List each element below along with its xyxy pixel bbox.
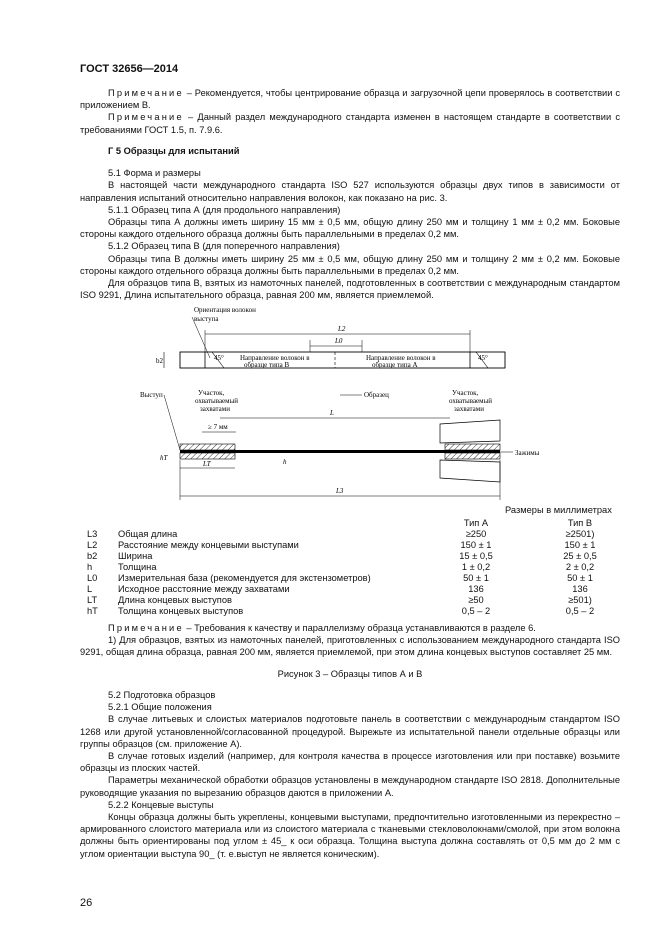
section-5-2: [80, 689, 620, 860]
paragraph: 5.2.1 Общие положения: [108, 702, 212, 713]
cell-name: Толщина концевых выступов: [118, 606, 244, 616]
cell-name: Расстояние между концевыми выступами: [118, 540, 299, 550]
figure-notes: [80, 622, 620, 659]
dim-min7-label: ≥ 7 мм: [208, 423, 228, 431]
cell-a: ≥250: [465, 529, 487, 539]
table-header: [80, 517, 620, 528]
table-row: [80, 550, 620, 561]
cell-b: 50 ± 1: [567, 573, 593, 583]
note-1: [80, 87, 620, 111]
table-row: [80, 605, 620, 616]
paragraph: 5.2.2 Концевые выступы: [108, 799, 214, 810]
section-g5: [80, 145, 620, 301]
fiber-direction-a-label: образце типа А: [372, 361, 418, 369]
section-title: Г 5 Образцы для испытаний: [108, 146, 240, 156]
paragraph: 5.1.1 Образец типа А (для продольного направления): [108, 204, 341, 215]
cell-a: ≥50: [468, 595, 484, 605]
paragraph: 5.1 Форма и размеры: [108, 168, 201, 179]
specimen-label: Образец: [364, 391, 389, 399]
specimen-top-view: [180, 352, 505, 368]
fiber-direction-b-label: Направление волокон в: [240, 354, 310, 362]
table-row: [80, 561, 620, 572]
paragraph: 5.1.2 Образец типа В (для поперечного направления): [108, 241, 340, 252]
cell-name: Исходное расстояние между захватами: [118, 584, 290, 594]
paragraph: В случае литьевых и слоистых материалов подготовьте панель в соответствии с международным стандартом ISO 1268 или другой установленной/согласованной процедурой. Вырежьте из испытательной панели отдельные образцы или группы образцов (см. приложение А).: [80, 714, 620, 749]
dim-L0-label: L0: [335, 337, 343, 345]
cell-name: Измерительная база (рекомендуется для экстензометров): [118, 573, 371, 583]
note-label: Примечание: [108, 88, 184, 98]
cell-name: Длина концевых выступов: [118, 595, 232, 605]
paragraph: 5.2 Подготовка образцов: [108, 690, 216, 700]
grip-area-label: Участок,: [198, 389, 225, 397]
cell-name: Общая длина: [118, 529, 178, 539]
paragraph: Параметры механической обработки образцов установлены в международном стандарте ISO 2818. Дополнительные руководящие указания по вырезанию образцов даются в приложении А.: [80, 775, 620, 798]
fiber-orientation-label: выступа: [194, 315, 219, 323]
fiber-direction-b-label: образце типа В: [244, 361, 290, 369]
tab-left-top: [180, 444, 235, 450]
wedges-label: Зажимы: [515, 449, 540, 457]
wedge-bottom: [440, 460, 500, 482]
cell-sym: b2: [87, 551, 98, 561]
note-2: [80, 111, 620, 135]
grip-area-label: охватываемый: [449, 397, 493, 405]
cell-sym: LT: [87, 595, 98, 605]
cell-name: Толщина: [118, 562, 157, 572]
leader-line: [164, 395, 180, 450]
tab-label: Выступ: [140, 391, 163, 399]
paragraph: Образцы типа В должны иметь ширину 25 мм ± 0,5 мм, общую длину 250 мм и толщину 2 мм ± 0,2 мм. Боковые стороны каждого отдельного образца должны быть параллельными в пределах 0,2 мм.: [80, 253, 620, 276]
cell-b: 25 ± 0,5: [563, 551, 597, 561]
cell-b: ≥501): [568, 595, 592, 605]
cell-a: 136: [468, 584, 484, 594]
figure-caption: Рисунок 3 – Образцы типов А и В: [277, 669, 423, 679]
grip-area-label: захватами: [454, 405, 484, 413]
cell-a: 50 ± 1: [463, 573, 489, 583]
table-row: [80, 594, 620, 605]
specimen-side-view: [180, 450, 500, 453]
dim-L2-label: L2: [338, 325, 346, 333]
wedge-top: [440, 420, 500, 443]
notes-top: [80, 87, 620, 136]
cell-b: 136: [572, 584, 588, 594]
cell-sym: L0: [87, 573, 98, 583]
cell-b: 150 ± 1: [564, 540, 596, 550]
page-number: 26: [80, 897, 93, 909]
cell-sym: h: [87, 562, 93, 572]
tab-right-bottom: [445, 453, 500, 459]
cell-a: 0,5 – 2: [461, 606, 491, 616]
table-row: [80, 539, 620, 550]
document-code: ГОСТ 32656—2014: [80, 63, 179, 75]
table-row: [80, 583, 620, 594]
specimen-figure: [140, 300, 560, 505]
cell-sym: L2: [87, 540, 98, 550]
paragraph: Образцы типа А должны иметь ширину 15 мм ± 0,5 мм, общую длину 250 мм и толщину 1 мм ± 0,2 мм. Боковые стороны каждого отдельного образца должны быть параллельными в пределах 0,2 мм.: [80, 217, 620, 240]
cell-name: Ширина: [118, 551, 153, 561]
cell-sym: L3: [87, 529, 98, 539]
note-text: – Данный раздел международного стандарта изменен в настоящем стандарте в соответствии с требованиями ГОСТ 1.5, п. 7.9.6.: [80, 112, 620, 135]
figure-note: [80, 622, 620, 634]
dim-L3-label: L3: [336, 487, 344, 495]
cell-a: 1 ± 0,2: [461, 562, 491, 572]
tab-right-top: [445, 444, 500, 450]
cell-sym: hT: [87, 606, 98, 616]
header-type-b: Тип В: [567, 518, 593, 528]
paragraph: В случае готовых изделий (например, для контроля качества в процессе изготовления или при поставке) возьмите образцы из плоских частей.: [80, 751, 620, 774]
dim-h-label: h: [283, 458, 287, 466]
table-row: [80, 528, 620, 539]
grip-area-label: Участок,: [452, 389, 479, 397]
figure-footnote: 1) Для образцов, взятых из намоточных панелей, приготовленных с использованием международного стандарта ISO 9291, общая длина образца, равная 200 мм, является приемлемой, при этом длина концевых выступов составляет 25 мм.: [80, 635, 620, 658]
note-text: – Требования к качеству и параллелизму образца устанавливаются в разделе 6.: [183, 623, 536, 633]
dim-hT-label: hT: [160, 454, 168, 462]
fiber-direction-a-label: Направление волокон в: [366, 354, 436, 362]
paragraph: В настоящей части международного стандарта ISO 527 используются образцы двух типов в зависимости от направления испытаний относительно направления волокон, как показано на рис. 3.: [80, 180, 620, 203]
paragraph: Концы образца должны быть укреплены, концевыми выступами, предпочтительно изготовленными из перекрестно – армированного слоистого материала или из слоистого материала с тканевыми стекловолокнами/смолой, при этом волокна должны быть ориентированы под углом ± 45_ к оси образца. Толщина выступа должна составлять от 0,5 мм до 2 мм с углом ориентации выступа 90_ (т. е.выступ не является коническим).: [80, 812, 620, 859]
header-type-a: Тип А: [463, 518, 489, 528]
cell-sym: L: [87, 584, 93, 594]
cell-a: 15 ± 0,5: [459, 551, 493, 561]
dim-LT-label: LT: [203, 460, 211, 468]
table-row: [80, 572, 620, 583]
cell-b: 2 ± 0,2: [565, 562, 595, 572]
angle-label: 45°: [214, 354, 224, 362]
dim-b2-label: b2: [156, 357, 163, 365]
dim-L-label: L: [330, 409, 334, 417]
tab-left-bottom: [180, 453, 235, 459]
units-note: Размеры в миллиметрах: [505, 505, 612, 515]
note-label: Примечание: [108, 623, 184, 633]
fiber-orientation-label: Ориентация волокон: [194, 306, 256, 314]
cell-b: 0,5 – 2: [565, 606, 595, 616]
note-text: – Рекомендуется, чтобы центрирование образца и загрузочной цепи проверялось в соответствии с приложением В.: [80, 88, 620, 111]
cell-a: 150 ± 1: [460, 540, 492, 550]
cell-b: ≥2501): [565, 529, 595, 539]
grip-area-label: охватываемый: [195, 397, 239, 405]
paragraph: Для образцов типа В, взятых из намоточных панелей, подготовленных в соответствии с международным стандартом ISO 9291, Длина испытательного образца, равная 200 мм, является приемлемой.: [80, 278, 620, 301]
angle-label: 45°: [478, 354, 488, 362]
note-label: Примечание: [108, 112, 184, 123]
grip-area-label: захватами: [200, 405, 230, 413]
